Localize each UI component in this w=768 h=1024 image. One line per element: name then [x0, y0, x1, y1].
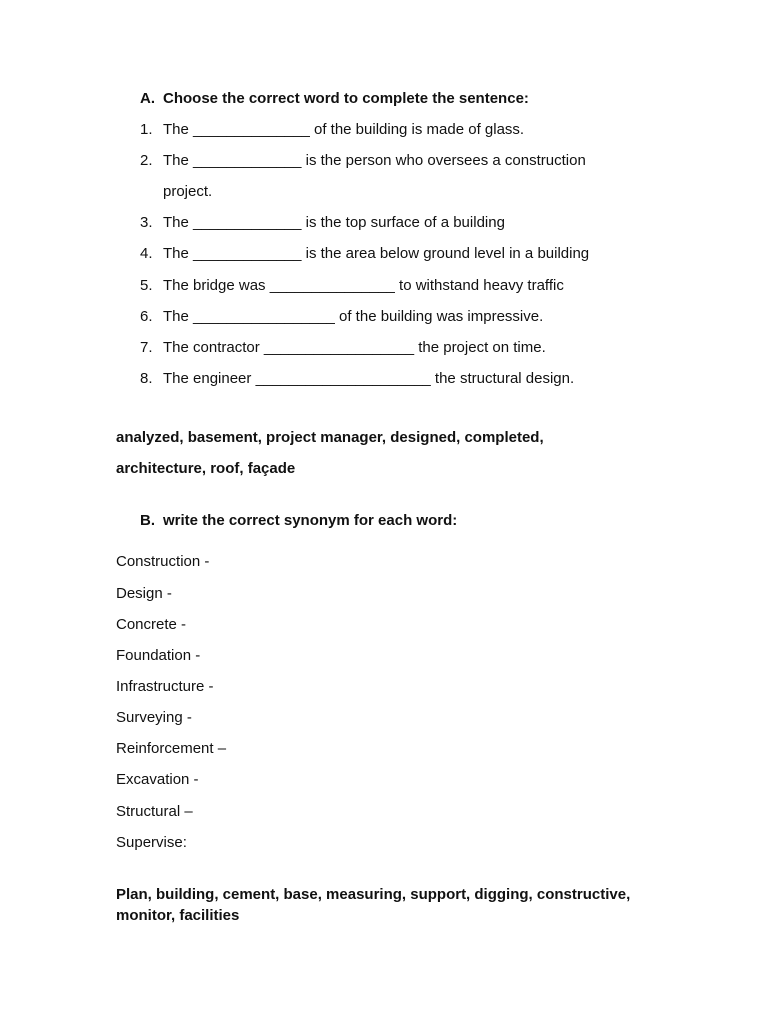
- synonym-word: Excavation -: [116, 771, 199, 788]
- item-number: 5.: [140, 277, 153, 294]
- section-a-marker: A.: [140, 90, 155, 107]
- synonym-word: Infrastructure -: [116, 678, 214, 695]
- synonym-word: Foundation -: [116, 647, 201, 664]
- section-b-marker: B.: [140, 512, 155, 529]
- word-bank-a-line1: analyzed, basement, project manager, designed, completed,: [116, 429, 544, 446]
- section-b-heading: write the correct synonym for each word:: [163, 512, 458, 529]
- word-bank-b-line2: monitor, facilities: [116, 907, 240, 924]
- synonym-word: Design -: [116, 585, 172, 602]
- synonym-word: Surveying -: [116, 709, 192, 726]
- item-number: 3.: [140, 214, 153, 231]
- word-bank-a-line2: architecture, roof, façade: [116, 460, 296, 477]
- item-sentence: The contractor __________________ the project on time.: [163, 339, 546, 356]
- item-sentence: The ______________ of the building is made of glass.: [163, 121, 525, 138]
- synonym-word: Supervise:: [116, 834, 187, 851]
- item-sentence-continued: project.: [163, 183, 213, 200]
- item-number: 6.: [140, 308, 153, 325]
- synonym-word: Concrete -: [116, 616, 187, 633]
- item-sentence: The _____________ is the person who oversees a construction: [163, 152, 586, 169]
- synonym-word: Construction -: [116, 553, 210, 570]
- item-sentence: The _________________ of the building was impressive.: [163, 308, 544, 325]
- synonym-word: Reinforcement –: [116, 740, 227, 757]
- item-sentence: The bridge was _______________ to withstand heavy traffic: [163, 277, 564, 294]
- synonym-word: Structural –: [116, 803, 193, 820]
- item-number: 1.: [140, 121, 153, 138]
- item-number: 7.: [140, 339, 153, 356]
- item-number: 2.: [140, 152, 153, 169]
- item-number: 8.: [140, 370, 153, 387]
- item-number: 4.: [140, 245, 153, 262]
- item-sentence: The _____________ is the area below ground level in a building: [163, 245, 590, 262]
- item-sentence: The engineer _____________________ the structural design.: [163, 370, 575, 387]
- item-sentence: The _____________ is the top surface of a building: [163, 214, 505, 231]
- section-a-heading: Choose the correct word to complete the sentence:: [163, 90, 529, 107]
- word-bank-b-line1: Plan, building, cement, base, measuring, support, digging, constructive,: [116, 886, 631, 903]
